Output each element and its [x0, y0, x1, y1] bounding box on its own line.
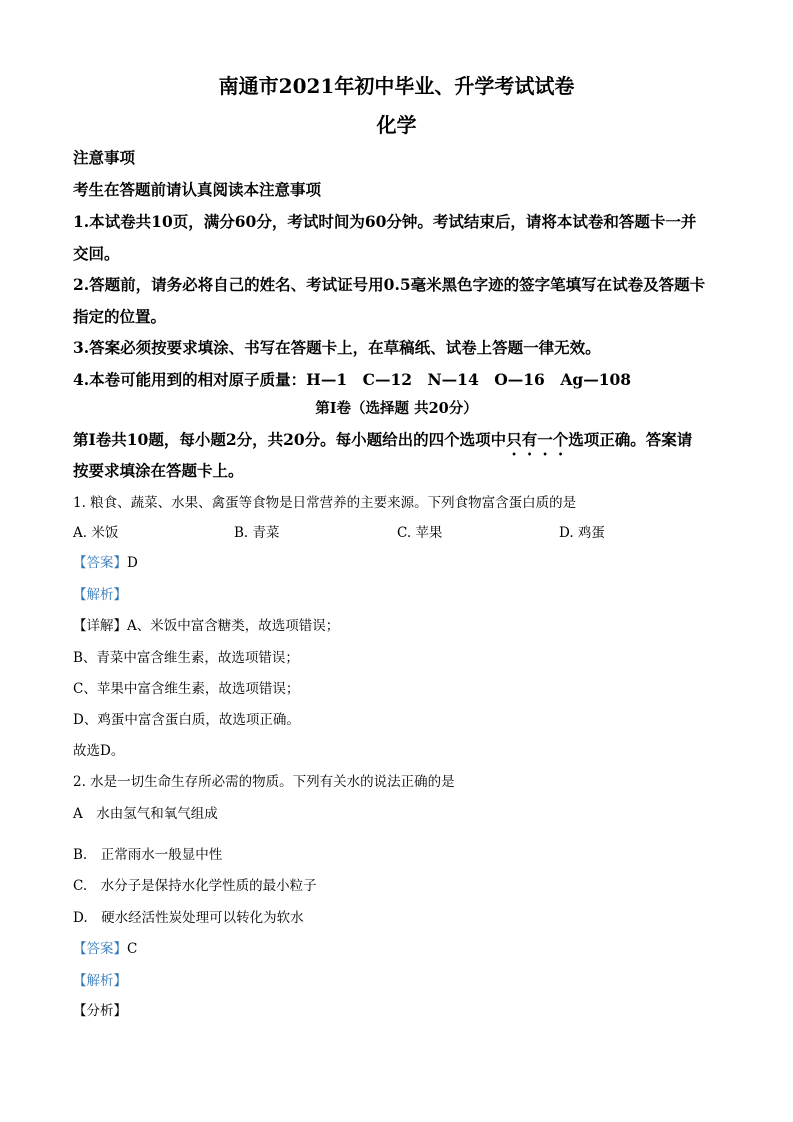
section-desc-text: 第Ⅰ卷共10题，每小题2分，共20分。每小题给出的四个选项中 — [73, 430, 507, 449]
subject-title: 化学 — [376, 113, 417, 137]
notice-item-2: 2.答题前，请务必将自己的姓名、考试证号用0.5毫米黑色字迹的签字笔填写在试卷及答题卡 — [73, 275, 706, 294]
q1-detail-b: B、青菜中富含维生素，故选项错误； — [73, 650, 299, 666]
document-title: 南通市2021年初中毕业、升学考试试卷 — [218, 74, 575, 98]
notice-heading: 注意事项 — [73, 148, 136, 167]
answer-label: 【答案】 — [73, 941, 127, 957]
q2-answer — [73, 943, 137, 957]
q2-option-c: C. 水分子是保持水化学性质的最小粒子 — [73, 878, 317, 894]
q1-option-d: D. 鸡蛋 — [559, 525, 605, 541]
section-desc-cont: 按要求填涂在答题卡上。 — [73, 461, 244, 480]
q1-answer — [73, 557, 138, 571]
q1-option-a: A. 米饭 — [73, 525, 119, 541]
q1-stem: 1. 粮食、蔬菜、水果、禽蛋等食物是日常营养的主要来源。下列食物富含蛋白质的是 — [73, 495, 577, 511]
answer-value: C — [127, 941, 138, 957]
notice-intro: 考生在答题前请认真阅读本注意事项 — [73, 180, 322, 199]
q1-detail-c: C、苹果中富含维生素，故选项错误； — [73, 681, 300, 697]
q2-option-b: B. 正常雨水一般显中性 — [73, 847, 223, 863]
section-desc-text-end: 选项正确。答案请 — [568, 430, 693, 449]
q1-option-b: B. 青菜 — [234, 525, 280, 541]
answer-label: 【答案】 — [73, 555, 127, 571]
q1-conclusion: 故选D。 — [73, 743, 125, 759]
q2-option-a: A 水由氢气和氧气组成 — [73, 806, 218, 822]
section-desc-emphasis: 只有一个 — [506, 430, 569, 449]
answer-value: D — [127, 555, 138, 571]
notice-item-2-cont: 指定的位置。 — [73, 307, 167, 326]
q1-detail-d: D、鸡蛋中富含蛋白质，故选项正确。 — [73, 712, 300, 728]
section-title: 第Ⅰ卷（选择题 共20分） — [315, 400, 478, 417]
section-desc — [73, 430, 692, 459]
notice-item-4: 4.本卷可能用到的相对原子质量：H—1 C—12 N—14 O—16 Ag—108 — [73, 370, 632, 389]
q1-detail: 【详解】A、米饭中富含糖类，故选项错误； — [73, 618, 340, 634]
notice-item-1: 1.本试卷共10页，满分60分，考试时间为60分钟。考试结束后，请将本试卷和答题卡一并 — [73, 212, 697, 231]
notice-item-1-cont: 交回。 — [73, 244, 120, 263]
q2-analysis-label: 【解析】 — [73, 973, 127, 989]
q2-analysis-heading: 【分析】 — [73, 1003, 127, 1019]
q2-option-d: D. 硬水经活性炭处理可以转化为软水 — [73, 910, 304, 926]
q2-stem: 2. 水是一切生命生存所必需的物质。下列有关水的说法正确的是 — [73, 774, 455, 790]
q1-option-c: C. 苹果 — [397, 525, 443, 541]
notice-item-3: 3.答案必须按要求填涂、书写在答题卡上，在草稿纸、试卷上答题一律无效。 — [73, 338, 601, 357]
q1-analysis-label: 【解析】 — [73, 587, 127, 603]
